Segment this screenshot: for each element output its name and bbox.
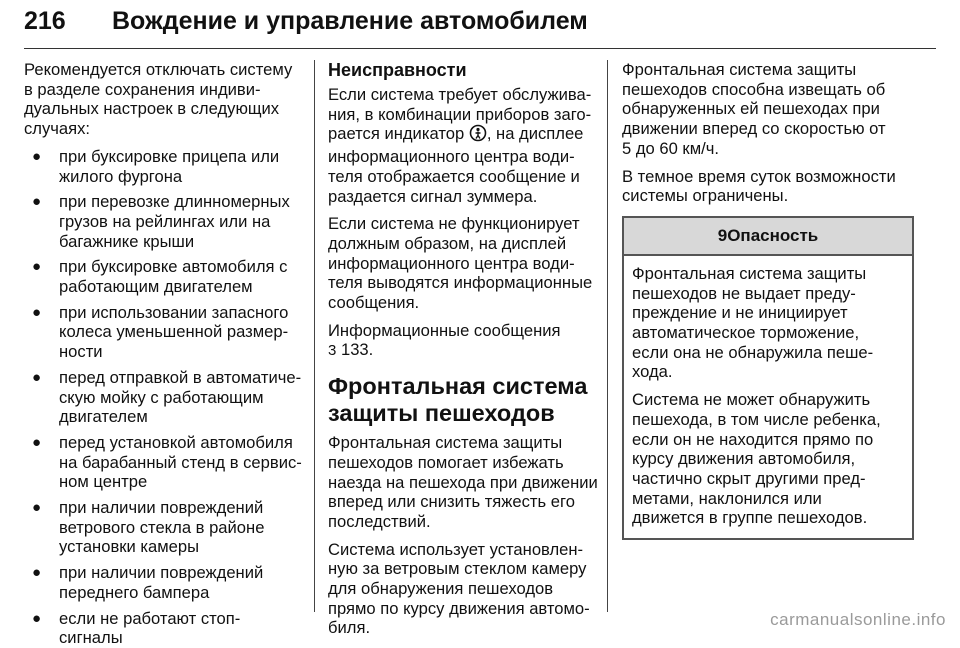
list-item: ● при использовании запасного колеса уменьшенной размер- ности — [32, 302, 289, 362]
page-number: 216 — [24, 7, 66, 35]
list-item: ● если не работают стоп- сигналы — [32, 608, 241, 648]
danger-notice — [622, 216, 914, 540]
list-item: ● при наличии повреждений ветрового стекла в районе установки камеры — [32, 498, 265, 557]
bullet-list — [24, 147, 309, 648]
bullet-icon: ● — [32, 258, 42, 276]
bullet-icon: ● — [32, 368, 42, 386]
detection-paragraph: Фронтальная система защиты пешеходов способна извещать об обнаруженных ей пешеходах при движении вперед со скоростью от 5 до 60 км/ч. — [622, 60, 886, 158]
column-divider — [607, 60, 608, 612]
info-messages-reference: Информационные сообщения 3 133. — [328, 320, 561, 360]
danger-header — [624, 218, 912, 256]
list-item: ● перед отправкой в автоматиче- скую мойку с работающим двигателем — [32, 367, 302, 427]
header-divider — [24, 48, 936, 49]
list-item: ● при перевозке длинномерных грузов на рейлингах или на багажнике крыши — [32, 192, 290, 251]
bullet-icon: ● — [32, 147, 42, 165]
faults-heading: Неисправности — [328, 60, 467, 80]
watermark: carmanualsonline.info — [770, 610, 946, 629]
bullet-icon: ● — [32, 499, 42, 517]
faults-paragraph: Если система требует обслужива- ния, в комбинации приборов заго- рается индикатор , на дисплее информационного центра води- теля отображается сообщение и раздается сигнал зуммера. — [328, 85, 592, 206]
night-limitation-paragraph: В темное время суток возможности системы ограничены. — [622, 166, 896, 206]
bullet-icon: ● — [32, 609, 42, 627]
list-item: ● при наличии повреждений переднего бампера — [32, 563, 264, 602]
bullet-icon: ● — [32, 433, 42, 451]
danger-body — [624, 256, 912, 538]
bullet-icon: ● — [32, 193, 42, 211]
column-left — [24, 60, 309, 648]
page-title: Вождение и управление автомобилем — [112, 7, 588, 35]
list-item: ● перед установкой автомобиля на барабанный стенд в сервис- ном центре — [32, 432, 302, 492]
page-header — [24, 0, 936, 50]
column-divider — [314, 60, 315, 612]
column-right — [622, 60, 914, 540]
camera-paragraph: Система использует установлен- ную за ветровым стеклом камеру для обнаружения пешеходов прямо по курсу движения автомо- биля. — [328, 539, 590, 638]
page-reference-arrow-icon: 3 — [328, 342, 337, 360]
list-item: ● при буксировке прицепа или жилого фургона — [32, 146, 280, 186]
intro-paragraph: Рекомендуется отключать систему в разделе сохранения индиви- дуальных настроек в следующих случаях: — [24, 60, 293, 139]
bullet-icon: ● — [32, 564, 42, 582]
danger-title: Опасность — [727, 225, 819, 245]
pedestrian-warning-indicator-icon — [469, 124, 487, 147]
warning-triangle-icon: 9 — [717, 225, 728, 245]
page-reference-link[interactable]: 133. — [340, 340, 374, 360]
list-item: ● при буксировке автомобиля с работающим двигателем — [32, 257, 288, 297]
section-intro-paragraph: Фронтальная система защиты пешеходов помогает избежать наезда на пешехода при движении вперед или снизить тяжесть его последствий. — [328, 433, 598, 531]
danger-paragraph: Система не может обнаружить пешехода, в том числе ребенка, если он не находится прямо по курсу движения автомобиля, частично скрыт другими пред- метами, наклонился или движется в группе пешеходов. — [632, 390, 881, 528]
bullet-icon: ● — [32, 303, 42, 321]
column-middle — [328, 60, 600, 646]
malfunction-paragraph: Если система не функционирует должным образом, на дисплей информационного центра води- теля выводятся информационные сообщения. — [328, 214, 593, 313]
section-heading: Фронтальная система защиты пешеходов — [328, 373, 588, 427]
danger-paragraph: Фронтальная система защиты пешеходов не выдает преду- преждение и не инициирует автоматическое торможение, если она не обнаружила пеше- хода. — [632, 263, 874, 382]
